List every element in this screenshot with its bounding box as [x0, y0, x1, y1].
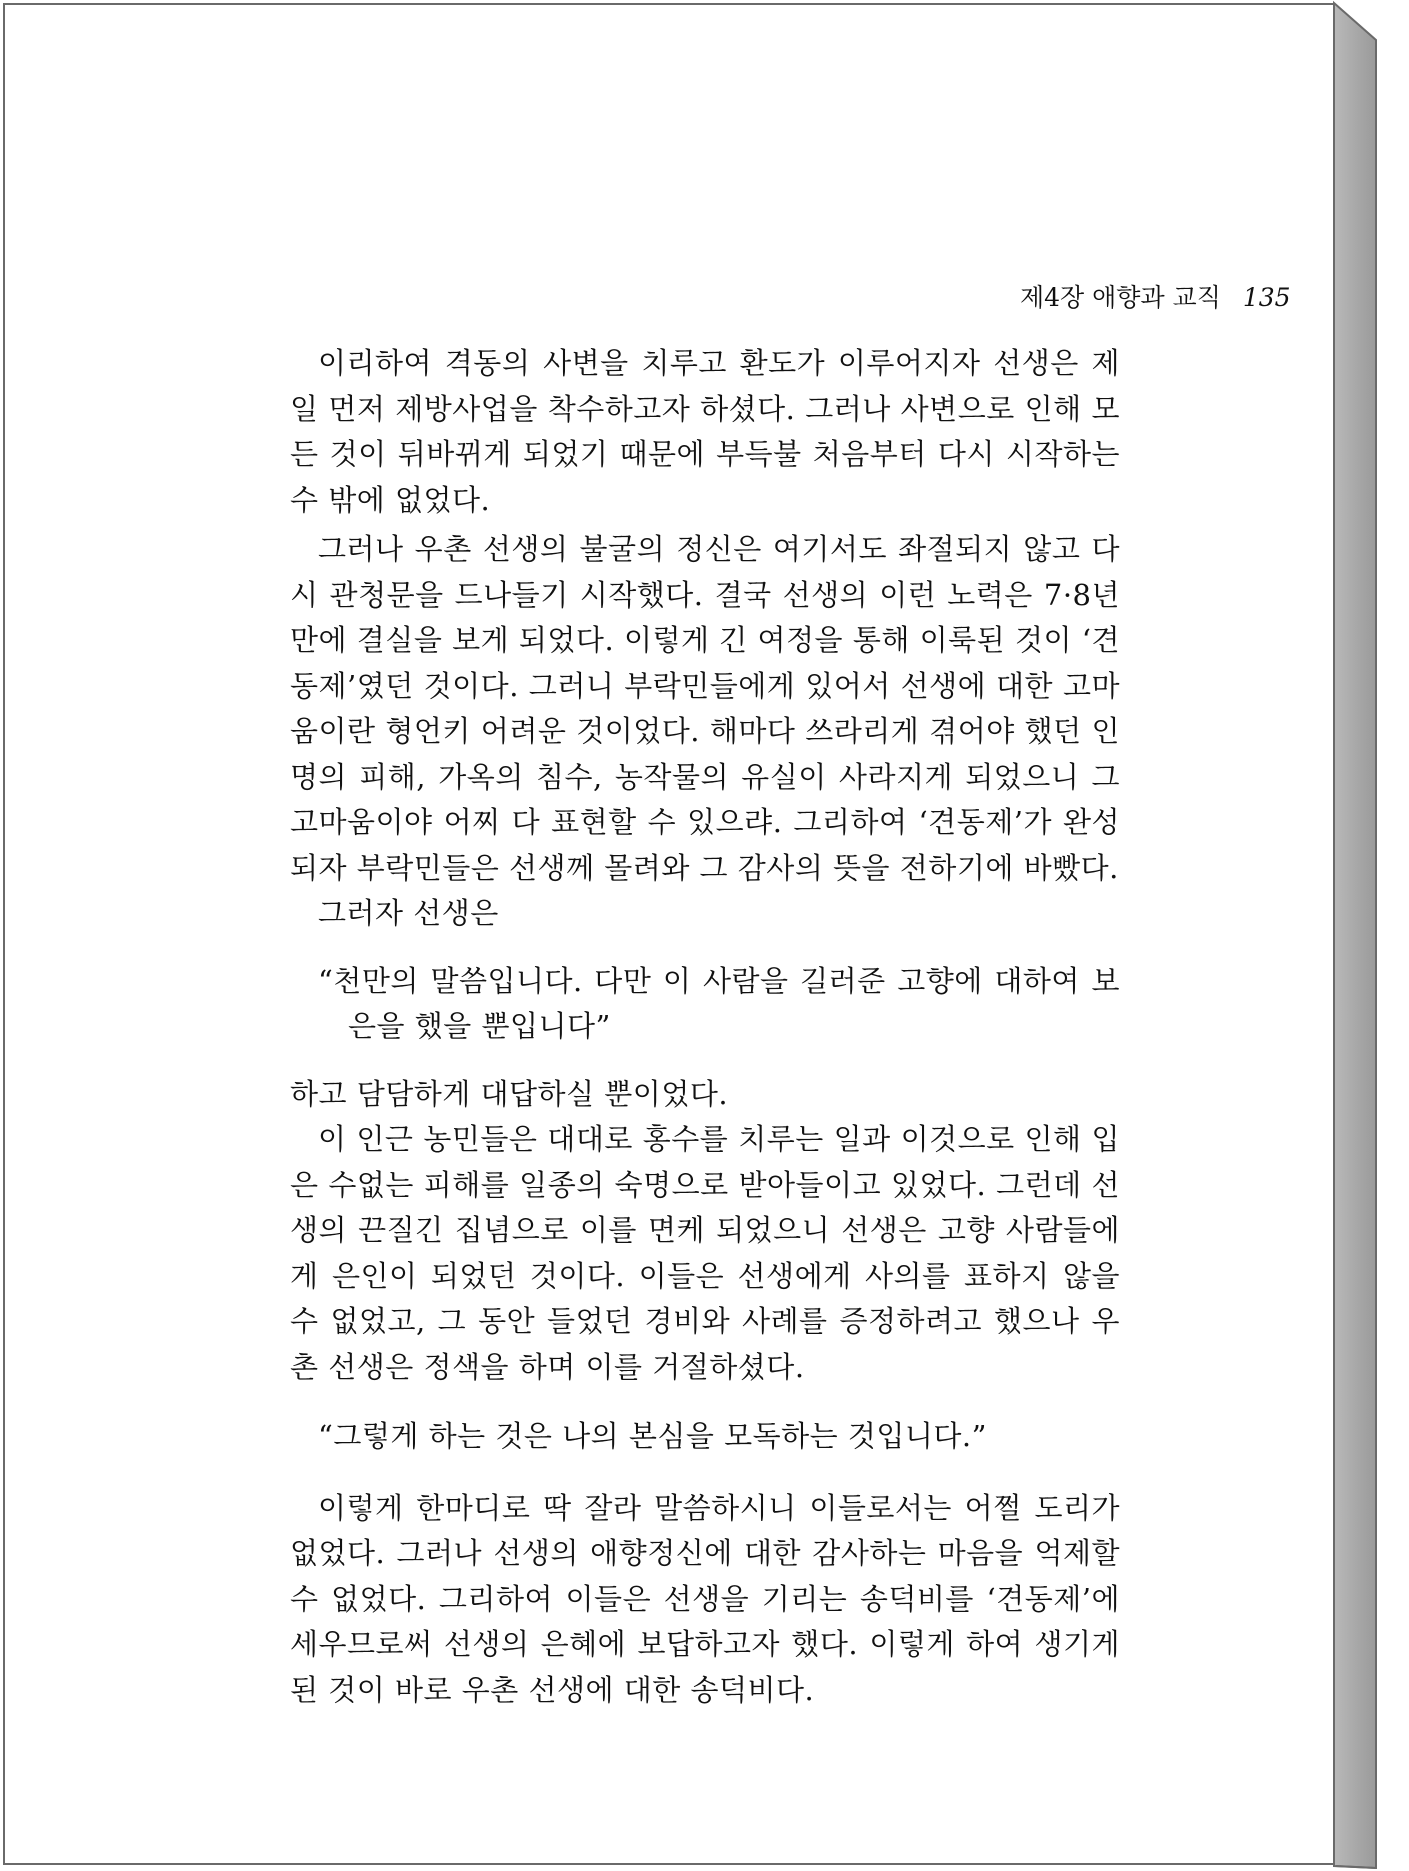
paragraph-6: 이렇게 한마디로 딱 잘라 말씀하시니 이들로서는 어쩔 도리가 없었다. 그러나 선생의 애향정신에 대한 감사하는 마음을 억제할 수 없었다. 그리하여 이들은 선생을 기리는 송덕비를 ‘견동제’에 세우므로써 선생의 은혜에 보답하고자 했다. 이렇게 하여 생기게 된 것이 바로 우촌 선생에 대한 송덕비다. — [290, 1490, 1120, 1707]
quotation-2: “그렇게 하는 것은 나의 본심을 모독하는 것입니다.” — [318, 1419, 987, 1453]
page-number: 135 — [1242, 283, 1291, 312]
chapter-title: 제4장 애향과 교직 — [1020, 283, 1221, 312]
paragraph-1: 이리하여 격동의 사변을 치루고 환도가 이루어지자 선생은 제일 먼저 제방사업을 착수하고자 하셨다. 그러나 사변으로 인해 모든 것이 뒤바뀌게 되었기 때문에 부득불 처음부터 다시 시작하는 수 밖에 없었다. — [290, 346, 1120, 517]
quotation-1: “천만의 말씀입니다. 다만 이 사람을 길러준 고향에 대하여 보은을 했을 뿐입니다” — [318, 963, 1120, 1043]
paragraph-3: 그러자 선생은 — [318, 896, 499, 930]
page-body — [290, 341, 1120, 1713]
paragraph-2: 그러나 우촌 선생의 불굴의 정신은 여기서도 좌절되지 않고 다시 관청문을 드나들기 시작했다. 결국 선생의 이런 노력은 7·8년만에 결실을 보게 되었다. 이렇게 긴 여정을 통해 이룩된 것이 ‘견동제’였던 것이다. 그러니 부락민들에게 있어서 선생에 대한 고마움이란 형언키 어려운 것이었다. 해마다 쓰라리게 겪어야 했던 인명의 피해, 가옥의 침수, 농작물의 유실이 사라지게 되었으니 그 고마움이야 어찌 다 표현할 수 있으랴. 그리하여 ‘견동제’가 완성되자 부락민들은 선생께 몰려와 그 감사의 뜻을 전하기에 바빴다. — [290, 532, 1120, 885]
book-edge-side — [1334, 3, 1376, 1868]
paragraph-5: 이 인근 농민들은 대대로 홍수를 치루는 일과 이것으로 인해 입은 수없는 피해를 일종의 숙명으로 받아들이고 있었다. 그런데 선생의 끈질긴 집념으로 이를 면케 되었으니 선생은 고향 사람들에게 은인이 되었던 것이다. 이들은 선생에게 사의를 표하지 않을 수 없었고, 그 동안 들었던 경비와 사례를 증정하려고 했으나 우촌 선생은 정색을 하며 이를 거절하셨다. — [290, 1122, 1120, 1384]
paragraph-4: 하고 담담하게 대답하실 뿐이었다. — [290, 1076, 729, 1111]
running-header — [1020, 278, 1320, 318]
